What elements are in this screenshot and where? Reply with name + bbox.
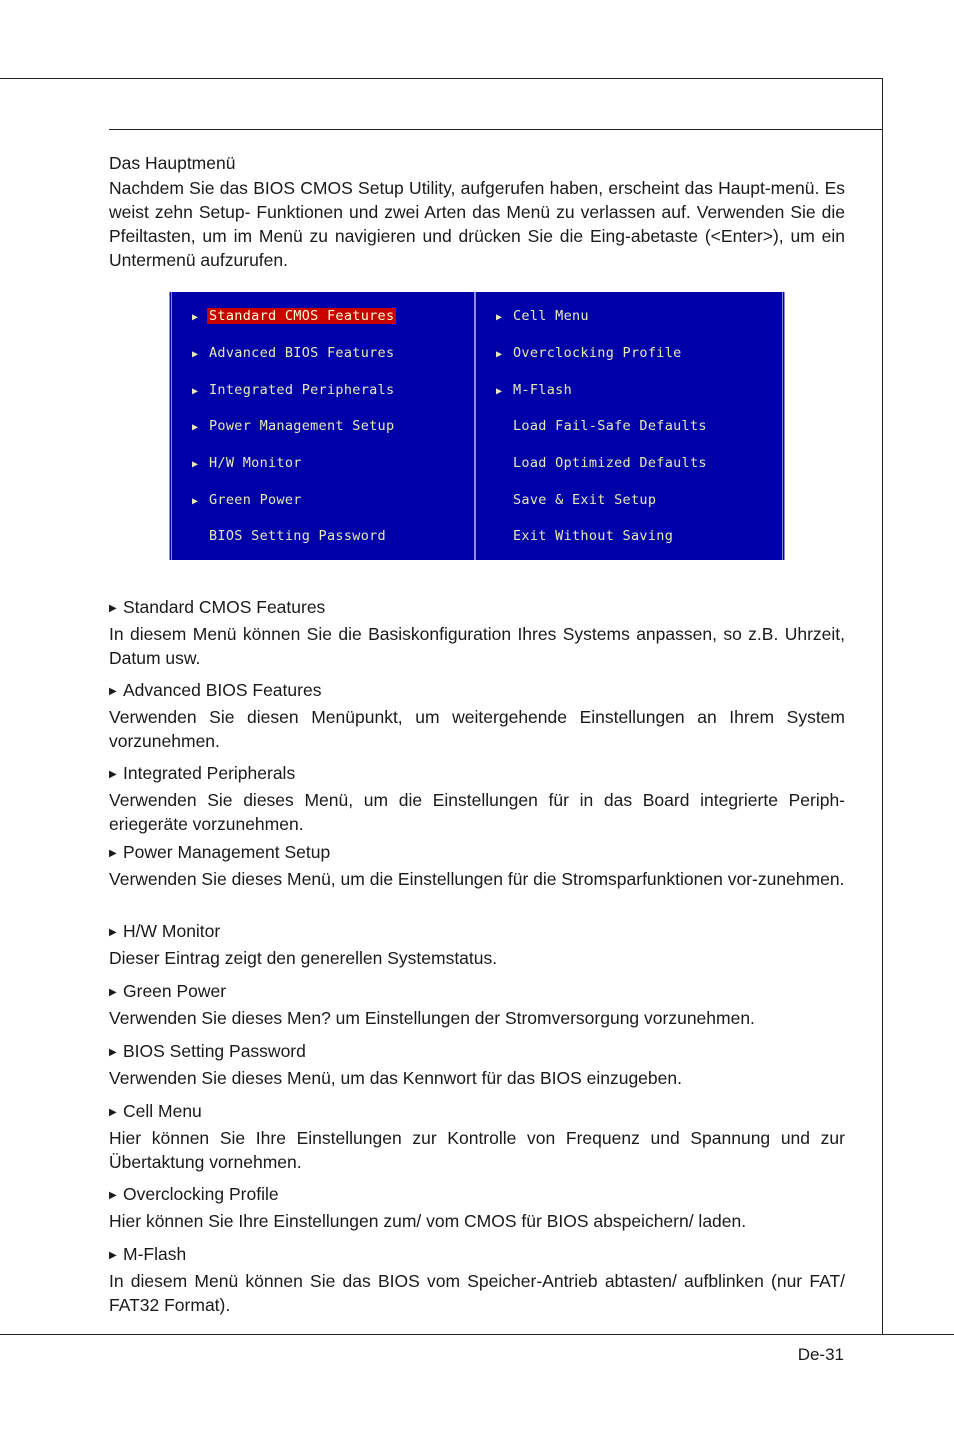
triangle-bullet-icon: ▶: [109, 987, 117, 998]
bios-item-green-power: ▶ Green Power: [192, 491, 304, 510]
arrow-right-icon: ▶: [192, 349, 199, 360]
page-number: De-31: [797, 1345, 844, 1364]
footer-rule: [0, 1334, 954, 1335]
feature-body: Verwenden Sie dieses Menü, um das Kennwort für das BIOS einzugeben.: [109, 1068, 682, 1088]
bios-item-standard-cmos: ▶ Standard CMOS Features: [192, 307, 396, 326]
feature-title: H/W Monitor: [123, 921, 221, 941]
feature-standard-cmos: [109, 595, 845, 670]
feature-bios-password: [109, 1039, 845, 1091]
feature-body: In diesem Menü können Sie das BIOS vom Speicher-Antrieb abtasten/ aufblinken (nur FAT/ FAT32 Format).: [109, 1271, 845, 1315]
feature-title: Cell Menu: [123, 1101, 202, 1121]
arrow-right-icon: ▶: [192, 422, 199, 433]
header-rule: [109, 129, 883, 130]
triangle-bullet-icon: ▶: [109, 603, 117, 614]
feature-body: Hier können Sie Ihre Einstellungen zum/ vom CMOS für BIOS abspeichern/ laden.: [109, 1211, 747, 1231]
feature-body: Verwenden Sie diesen Menüpunkt, um weitergehende Einstellungen an Ihrem System vorzunehmen.: [109, 707, 845, 751]
triangle-bullet-icon: ▶: [109, 927, 117, 938]
bios-left-column: [172, 292, 474, 560]
bios-item-overclocking-profile: ▶ Overclocking Profile: [496, 344, 684, 363]
arrow-right-icon: ▶: [192, 386, 199, 397]
triangle-bullet-icon: ▶: [109, 769, 117, 780]
triangle-bullet-icon: ▶: [109, 848, 117, 859]
feature-body: Verwenden Sie dieses Men? um Einstellungen der Stromversorgung vorzunehmen.: [109, 1008, 755, 1028]
bios-item-advanced-bios: ▶ Advanced BIOS Features: [192, 344, 396, 363]
feature-title: Green Power: [123, 981, 227, 1001]
arrow-right-icon: ▶: [496, 312, 503, 323]
triangle-bullet-icon: ▶: [109, 1250, 117, 1261]
triangle-bullet-icon: ▶: [109, 1047, 117, 1058]
bios-item-power-management: ▶ Power Management Setup: [192, 417, 396, 436]
bios-item-exit-without-saving: Exit Without Saving: [513, 528, 674, 544]
feature-integrated-peripherals: [109, 761, 845, 836]
arrow-right-icon: ▶: [496, 349, 503, 360]
bios-item-bios-password: BIOS Setting Password: [209, 528, 386, 544]
feature-body: Verwenden Sie dieses Menü, um die Einstellungen für in das Board integrierte Periph-eriegeräte vorzunehmen.: [109, 790, 845, 834]
feature-title: Power Management Setup: [123, 842, 331, 862]
feature-cell-menu: [109, 1099, 845, 1174]
right-rule: [882, 78, 883, 1335]
triangle-bullet-icon: ▶: [109, 1190, 117, 1201]
bios-item-cell-menu: ▶ Cell Menu: [496, 307, 591, 326]
bios-item-hw-monitor: ▶ H/W Monitor: [192, 454, 304, 473]
section-title: Das Hauptmenü: [109, 153, 236, 173]
intro-paragraph: Nachdem Sie das BIOS CMOS Setup Utility, aufgerufen haben, erscheint das Haupt-menü. Es weist zehn Setup- Funktionen und zwei Arten das Menü zu verlassen auf. Verwenden Sie die Pfeiltasten, um im Menü zu navigieren und drücken Sie die Eing-abetaste (<Enter>), um ein Untermenü aufzurufen.: [109, 178, 845, 270]
triangle-bullet-icon: ▶: [109, 686, 117, 697]
feature-advanced-bios: [109, 678, 845, 753]
arrow-right-icon: ▶: [496, 386, 503, 397]
feature-body: In diesem Menü können Sie die Basiskonfiguration Ihres Systems anpassen, so z.B. Uhrzeit, Datum usw.: [109, 624, 845, 668]
bios-right-column: [476, 292, 782, 560]
feature-power-management: [109, 840, 845, 892]
bios-main-menu-screenshot: [169, 292, 785, 560]
feature-m-flash: [109, 1242, 845, 1317]
feature-title: Standard CMOS Features: [123, 597, 326, 617]
feature-title: BIOS Setting Password: [123, 1041, 306, 1061]
top-rule: [0, 78, 883, 79]
arrow-right-icon: ▶: [192, 312, 199, 323]
feature-title: Advanced BIOS Features: [123, 680, 322, 700]
feature-body: Verwenden Sie dieses Menü, um die Einstellungen für die Stromsparfunktionen vor-zunehmen.: [109, 869, 845, 889]
feature-body: Dieser Eintrag zeigt den generellen Systemstatus.: [109, 948, 498, 968]
triangle-bullet-icon: ▶: [109, 1107, 117, 1118]
feature-overclocking-profile: [109, 1182, 845, 1234]
feature-body: Hier können Sie Ihre Einstellungen zur Kontrolle von Frequenz und Spannung und zur Übertaktung vornehmen.: [109, 1128, 845, 1172]
feature-title: M-Flash: [123, 1244, 187, 1264]
feature-hw-monitor: [109, 919, 845, 971]
feature-title: Overclocking Profile: [123, 1184, 279, 1204]
bios-item-integrated-peripherals: ▶ Integrated Peripherals: [192, 381, 396, 400]
bios-item-save-exit: Save & Exit Setup: [513, 492, 657, 508]
bios-item-load-fail-safe: Load Fail-Safe Defaults: [513, 418, 707, 434]
bios-item-load-optimized: Load Optimized Defaults: [513, 455, 707, 471]
arrow-right-icon: ▶: [192, 459, 199, 470]
bios-item-m-flash: ▶ M-Flash: [496, 381, 574, 400]
feature-title: Integrated Peripherals: [123, 763, 296, 783]
feature-green-power: [109, 979, 845, 1031]
arrow-right-icon: ▶: [192, 496, 199, 507]
intro-section: [109, 150, 845, 272]
